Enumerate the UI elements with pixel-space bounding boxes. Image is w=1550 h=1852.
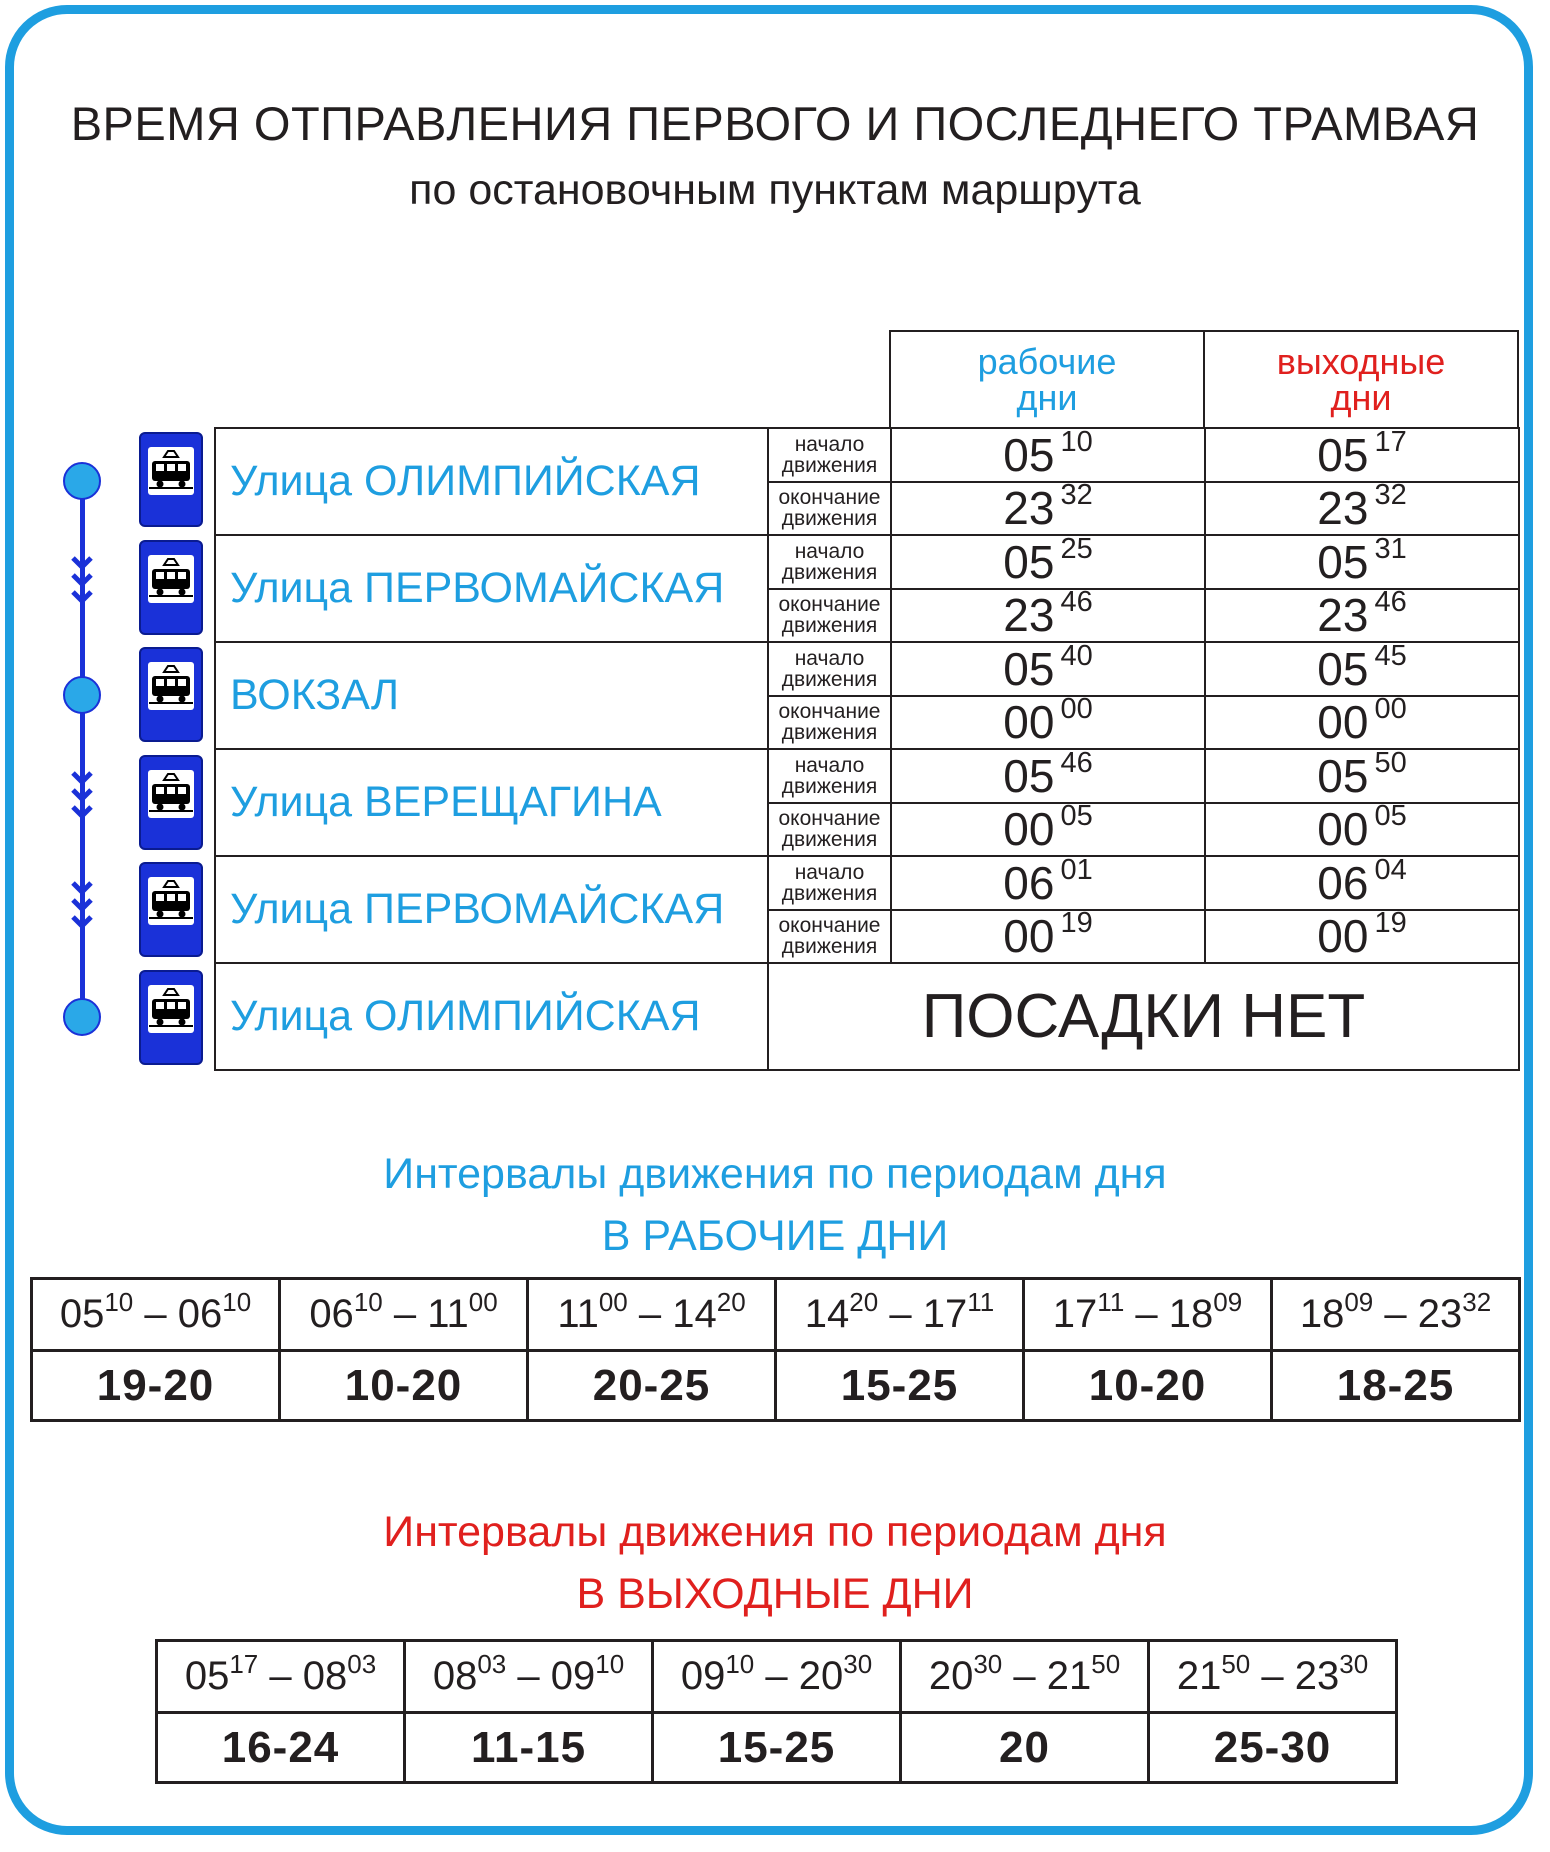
end-label: [768, 482, 891, 536]
route-stop-dot-icon: [63, 676, 101, 714]
time-hour: 05: [1317, 428, 1369, 481]
range-from-hour: 09: [680, 1654, 726, 1698]
time-hour: 05: [1003, 749, 1055, 802]
time-minute: 46: [1060, 746, 1093, 779]
range-to-minute: 03: [347, 1649, 377, 1679]
end-label-line2: движения: [781, 721, 878, 745]
range-to-hour: 18: [1168, 1292, 1214, 1336]
stop-row: [215, 428, 1519, 482]
time-cell: [1205, 693, 1519, 750]
interval-range: $05^{17} - 08^{03}$: [157, 1641, 405, 1713]
time-minute: 04: [1374, 853, 1407, 886]
range-from-hour: 14: [804, 1292, 850, 1336]
time-hour: 00: [1003, 803, 1055, 856]
interval-value-row: [157, 1713, 1397, 1783]
range-to-minute: 00: [468, 1287, 498, 1317]
start-label: [768, 535, 891, 589]
interval-range: $08^{03} - 09^{10}$: [405, 1641, 653, 1713]
header-workdays-line2: дни: [1016, 377, 1078, 418]
stop-name: ВОКЗАЛ: [215, 642, 768, 749]
range-from-hour: 17: [1052, 1292, 1098, 1336]
workdays-intervals-table: [30, 1277, 1521, 1422]
header-weekend: [1203, 330, 1519, 429]
range-from-minute: 10: [104, 1287, 134, 1317]
time-minute: 32: [1060, 479, 1093, 512]
time-hour: 05: [1317, 535, 1369, 588]
interval-value: 10-20: [1024, 1351, 1272, 1421]
stop-row: [215, 856, 1519, 910]
stops-table: [214, 427, 1520, 1071]
stop-name: Улица ВЕРЕЩАГИНА: [215, 749, 768, 856]
start-label-line2: движения: [781, 667, 878, 691]
range-from-hour: 18: [1299, 1292, 1345, 1336]
time-hour: 23: [1003, 589, 1055, 642]
range-from-minute: 10: [725, 1649, 755, 1679]
stop-row: [215, 963, 1519, 1070]
start-label-line1: начало: [794, 432, 865, 456]
range-from-hour: 20: [928, 1654, 974, 1698]
time-cell: [1205, 639, 1519, 696]
time-hour: 23: [1003, 482, 1055, 535]
time-hour: 05: [1003, 642, 1055, 695]
time-cell: [891, 907, 1205, 964]
route-stop-dot-icon: [63, 998, 101, 1036]
interval-range: $14^{20} - 17^{11}$: [776, 1279, 1024, 1351]
range-to-minute: 32: [1462, 1287, 1492, 1317]
weekend-intervals-subtitle: В ВЫХОДНЫЕ ДНИ: [576, 1570, 974, 1618]
end-label-line1: окончание: [778, 593, 881, 617]
interval-range: $05^{10} - 06^{10}$: [32, 1279, 280, 1351]
stop-row: [215, 535, 1519, 589]
tram-stop-sign-icon: [139, 862, 203, 957]
time-minute: 01: [1060, 853, 1093, 886]
header-weekend-line1: выходные: [1276, 341, 1446, 382]
end-label: [768, 803, 891, 857]
time-cell: [891, 586, 1205, 643]
interval-value-row: [32, 1351, 1520, 1421]
range-from-minute: 03: [477, 1649, 507, 1679]
interval-range: $11^{00} - 14^{20}$: [528, 1279, 776, 1351]
range-from-hour: 11: [557, 1292, 599, 1336]
range-to-minute: 09: [1213, 1287, 1243, 1317]
time-minute: 50: [1374, 746, 1407, 779]
start-label-line1: начало: [794, 539, 865, 563]
tram-stop-sign-icon: [139, 970, 203, 1065]
stop-name: Улица ОЛИМПИЙСКАЯ: [215, 963, 768, 1070]
tram-stop-sign-icon: [139, 432, 203, 527]
time-cell: [1205, 800, 1519, 857]
time-minute: 17: [1374, 425, 1407, 458]
range-from-minute: 00: [598, 1287, 628, 1317]
time-cell: [1205, 853, 1519, 910]
time-minute: 32: [1374, 479, 1407, 512]
interval-value: 25-30: [1149, 1713, 1397, 1783]
range-to-hour: 23: [1294, 1654, 1340, 1698]
range-from-minute: 09: [1344, 1287, 1374, 1317]
time-hour: 00: [1317, 696, 1369, 749]
interval-range: $20^{30} - 21^{50}$: [901, 1641, 1149, 1713]
end-label-line2: движения: [781, 935, 878, 959]
range-from-hour: 06: [309, 1292, 354, 1336]
time-minute: 31: [1374, 532, 1407, 565]
workdays-intervals-subtitle: В РАБОЧИЕ ДНИ: [601, 1212, 949, 1260]
chevron-down-icon: [70, 555, 94, 615]
time-hour: 23: [1317, 589, 1369, 642]
range-to-minute: 30: [1339, 1649, 1369, 1679]
time-cell: [1205, 479, 1519, 536]
range-from-minute: 17: [229, 1649, 259, 1679]
range-to-hour: 14: [672, 1292, 717, 1336]
interval-value: 11-15: [405, 1713, 653, 1783]
interval-value: 18-25: [1272, 1351, 1520, 1421]
time-hour: 23: [1317, 482, 1369, 535]
route-stop-dot-icon: [63, 462, 101, 500]
stop-name: Улица ПЕРВОМАЙСКАЯ: [215, 535, 768, 642]
range-from-hour: 08: [432, 1654, 478, 1698]
time-minute: 19: [1060, 907, 1093, 940]
time-cell: [891, 800, 1205, 857]
range-to-hour: 20: [798, 1654, 844, 1698]
end-label-line2: движения: [781, 614, 878, 638]
range-to-minute: 10: [595, 1649, 625, 1679]
tram-stop-sign-icon: [139, 540, 203, 635]
stop-name: Улица ПЕРВОМАЙСКАЯ: [215, 856, 768, 963]
time-minute: 10: [1060, 425, 1093, 458]
interval-value: 15-25: [653, 1713, 901, 1783]
time-minute: 19: [1374, 907, 1407, 940]
end-label-line1: окончание: [778, 807, 881, 831]
time-hour: 05: [1317, 749, 1369, 802]
stop-name: Улица ОЛИМПИЙСКАЯ: [215, 428, 768, 535]
range-from-minute: 50: [1221, 1649, 1251, 1679]
time-hour: 00: [1003, 696, 1055, 749]
range-from-minute: 11: [1097, 1287, 1125, 1317]
weekend-intervals-title: Интервалы движения по периодам дня: [383, 1508, 1167, 1556]
range-to-minute: 10: [222, 1287, 252, 1317]
interval-range: $09^{10} - 20^{30}$: [653, 1641, 901, 1713]
range-to-hour: 21: [1046, 1654, 1092, 1698]
range-to-minute: 11: [967, 1287, 995, 1317]
interval-value: 20: [901, 1713, 1149, 1783]
end-label-line1: окончание: [778, 700, 881, 724]
end-label-line1: окончание: [778, 914, 881, 938]
range-from-hour: 21: [1176, 1654, 1222, 1698]
range-from-minute: 10: [353, 1287, 383, 1317]
range-to-minute: 20: [716, 1287, 746, 1317]
chevron-down-icon: [70, 880, 94, 940]
start-label-line1: начало: [794, 860, 865, 884]
header-workdays-line1: рабочие: [977, 341, 1117, 382]
stop-row: [215, 749, 1519, 803]
range-to-minute: 50: [1091, 1649, 1121, 1679]
no-boarding-label: ПОСАДКИ НЕТ: [768, 963, 1519, 1070]
time-cell: [891, 853, 1205, 910]
interval-value: 20-25: [528, 1351, 776, 1421]
range-to-hour: 06: [177, 1292, 223, 1336]
range-to-hour: 17: [922, 1292, 968, 1336]
tram-stop-sign-icon: [139, 647, 203, 742]
tram-stop-sign-icon: [139, 755, 203, 850]
interval-range: $18^{09} - 23^{32}$: [1272, 1279, 1520, 1351]
start-label: [768, 856, 891, 910]
time-cell: [891, 639, 1205, 696]
interval-range: $06^{10} - 11^{00}$: [280, 1279, 528, 1351]
time-cell: [1205, 425, 1519, 482]
time-minute: 00: [1060, 693, 1093, 726]
start-label: [768, 642, 891, 696]
start-label-line2: движения: [781, 560, 878, 584]
time-cell: [891, 532, 1205, 589]
time-minute: 25: [1060, 532, 1093, 565]
time-minute: 00: [1374, 693, 1407, 726]
weekend-intervals-table: [155, 1639, 1398, 1784]
end-label-line2: движения: [781, 507, 878, 531]
start-label-line2: движения: [781, 881, 878, 905]
range-to-hour: 23: [1417, 1292, 1463, 1336]
page-subtitle: по остановочным пунктам маршрута: [409, 166, 1141, 214]
header-workdays: [889, 330, 1205, 429]
end-label: [768, 910, 891, 964]
start-label-line2: движения: [781, 453, 878, 477]
interval-value: 19-20: [32, 1351, 280, 1421]
time-cell: [1205, 532, 1519, 589]
end-label: [768, 589, 891, 643]
workdays-intervals-title: Интервалы движения по периодам дня: [383, 1150, 1167, 1198]
start-label: [768, 428, 891, 482]
time-minute: 46: [1060, 586, 1093, 619]
time-minute: 45: [1374, 639, 1407, 672]
end-label: [768, 696, 891, 750]
start-label: [768, 749, 891, 803]
time-hour: 05: [1003, 428, 1055, 481]
interval-value: 10-20: [280, 1351, 528, 1421]
range-to-hour: 11: [427, 1292, 469, 1336]
range-to-minute: 30: [843, 1649, 873, 1679]
time-cell: [891, 425, 1205, 482]
time-cell: [891, 746, 1205, 803]
interval-value: 16-24: [157, 1713, 405, 1783]
range-from-minute: 20: [849, 1287, 879, 1317]
interval-range-row: [157, 1641, 1397, 1713]
time-cell: [891, 693, 1205, 750]
range-to-hour: 09: [550, 1654, 596, 1698]
time-cell: [1205, 746, 1519, 803]
time-hour: 06: [1003, 856, 1055, 909]
page-title: ВРЕМЯ ОТПРАВЛЕНИЯ ПЕРВОГО И ПОСЛЕДНЕГО ТРАМВАЯ: [70, 97, 1480, 150]
time-minute: 46: [1374, 586, 1407, 619]
time-minute: 05: [1060, 800, 1093, 833]
start-label-line2: движения: [781, 774, 878, 798]
end-label-line2: движения: [781, 828, 878, 852]
range-from-minute: 30: [973, 1649, 1003, 1679]
interval-value: 15-25: [776, 1351, 1024, 1421]
range-from-hour: 05: [184, 1654, 230, 1698]
time-hour: 00: [1317, 910, 1369, 963]
header-weekend-line2: дни: [1330, 377, 1392, 418]
time-hour: 05: [1317, 642, 1369, 695]
stop-row: [215, 642, 1519, 696]
range-from-hour: 05: [59, 1292, 105, 1336]
time-cell: [1205, 907, 1519, 964]
interval-range: $21^{50} - 23^{30}$: [1149, 1641, 1397, 1713]
interval-range-row: [32, 1279, 1520, 1351]
time-minute: 05: [1374, 800, 1407, 833]
time-cell: [891, 479, 1205, 536]
time-cell: [1205, 586, 1519, 643]
interval-range: $17^{11} - 18^{09}$: [1024, 1279, 1272, 1351]
time-hour: 00: [1003, 910, 1055, 963]
range-to-hour: 08: [302, 1654, 348, 1698]
start-label-line1: начало: [794, 646, 865, 670]
end-label-line1: окончание: [778, 486, 881, 510]
chevron-down-icon: [70, 770, 94, 830]
start-label-line1: начало: [794, 753, 865, 777]
time-hour: 06: [1317, 856, 1369, 909]
time-hour: 00: [1317, 803, 1369, 856]
time-minute: 40: [1060, 639, 1093, 672]
time-hour: 05: [1003, 535, 1055, 588]
